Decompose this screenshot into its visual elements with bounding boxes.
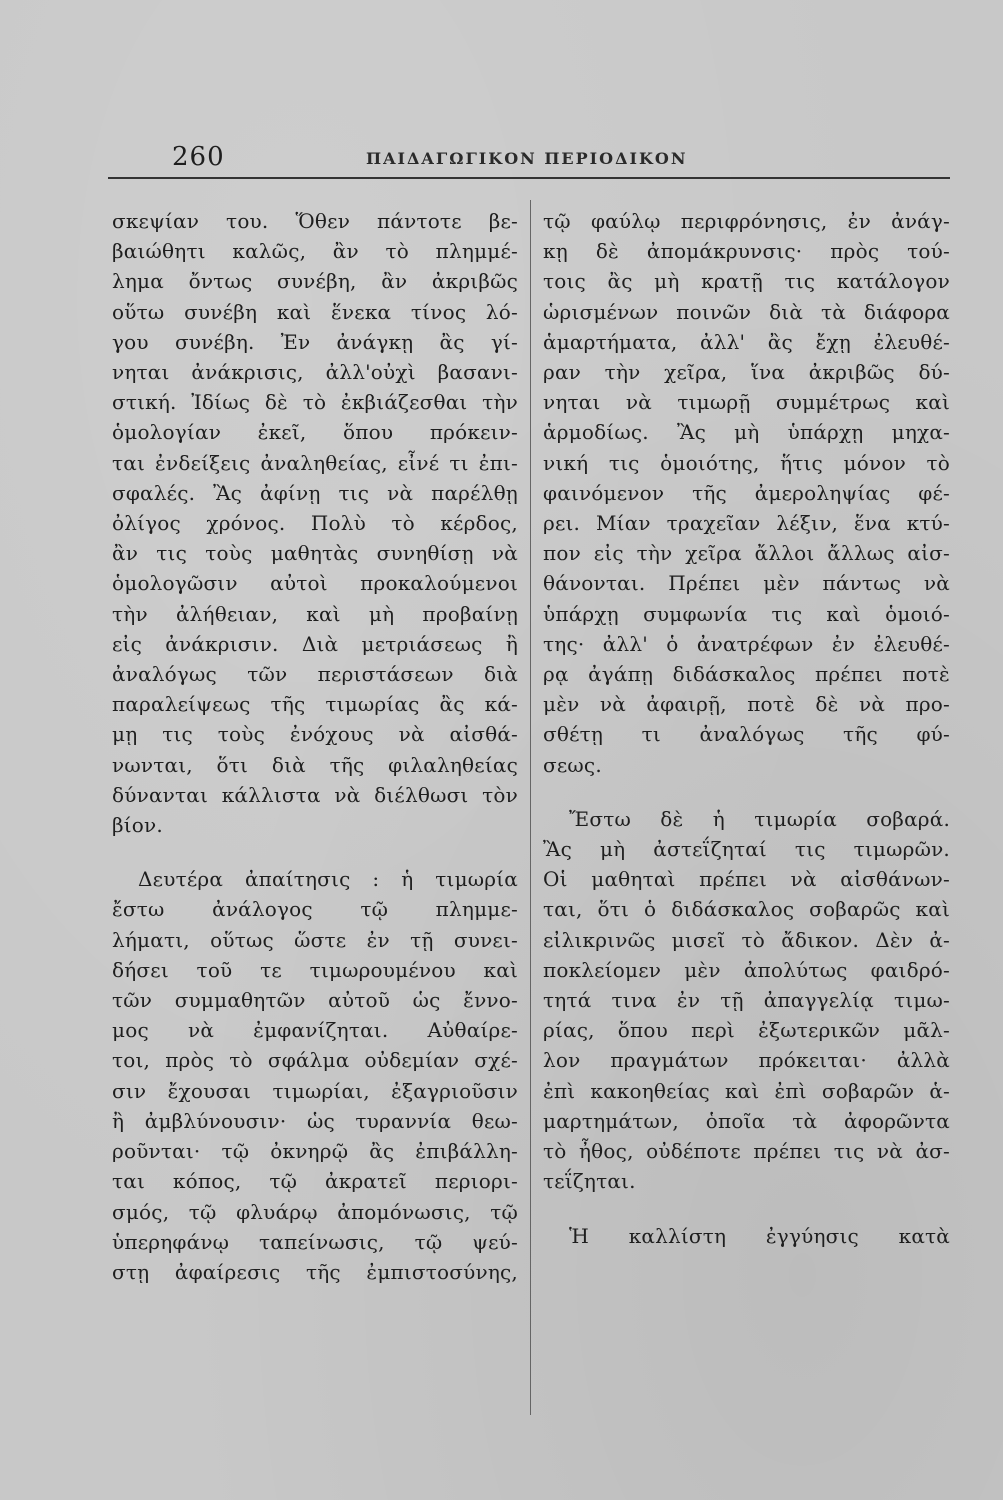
text-line: ἁρμοδίως. Ἂς μὴ ὑπάρχῃ μηχα- <box>543 420 950 445</box>
text-line: εἰς ἀνάκρισιν. Διὰ μετριάσεως ἢ <box>112 631 518 656</box>
text-line: ται, ὅτι ὁ διδάσκαλος σοβαρῶς καὶ <box>543 897 950 922</box>
text-line: βαιώθητι καλῶς, ἂν τὸ πλημμέ- <box>112 239 518 264</box>
text-line: σκεψίαν του. Ὅθεν πάντοτε βε- <box>112 209 518 233</box>
text-line: γου συνέβη. Ἐν ἀνάγκῃ ἂς γί- <box>112 329 518 354</box>
text-line: δήσει τοῦ τε τιμωρουμένου καὶ <box>112 957 518 982</box>
text-line: σιν ἔχουσαι τιμωρίαι, ἐξαγριοῦσιν <box>112 1078 518 1103</box>
column-divider <box>530 200 531 1415</box>
running-head <box>108 140 948 174</box>
right-column <box>543 206 950 1251</box>
text-line: ὁμολογῶσιν αὐτοὶ προκαλούμενοι <box>112 571 518 596</box>
text-line: ρᾳ ἀγάπῃ διδάσκαλος πρέπει ποτὲ <box>543 662 950 687</box>
text-line: σεως. <box>543 752 602 777</box>
text-line: εἰλικρινῶς μισεῖ τὸ ἄδικον. Δὲν ἀ- <box>543 927 950 952</box>
text-line: λημα ὄντως συνέβη, ἂν ἀκριβῶς <box>112 269 518 294</box>
text-line: μῃ τις τοὺς ἐνόχους νὰ αἰσθά- <box>112 722 518 747</box>
text-line: Οἱ μαθηταὶ πρέπει νὰ αἰσθάνων- <box>543 867 950 892</box>
text-line: σμός, τῷ φλυάρῳ ἀπομόνωσις, τῷ <box>112 1199 518 1224</box>
text-line: τοι, πρὸς τὸ σφάλμα οὐδεμίαν σχέ- <box>112 1048 518 1073</box>
text-line: οὕτω συνέβη καὶ ἕνεκα τίνος λό- <box>112 299 518 324</box>
journal-title: ΠΑΙΔΑΓΩΓΙΚΟΝ ΠΕΡΙΟΔΙΚΟΝ <box>366 149 688 168</box>
text-line: παραλείψεως τῆς τιμωρίας ἂς κά- <box>112 692 518 717</box>
text-line: νική τις ὁμοιότης, ἥτις μόνον τὸ <box>543 450 950 475</box>
text-line: στῃ ἀφαίρεσις τῆς ἐμπιστοσύνης, <box>112 1259 518 1284</box>
text-line: λήματι, οὕτως ὥστε ἐν τῇ συνει- <box>112 927 518 952</box>
text-line: ἐπὶ κακοηθείας καὶ ἐπὶ σοβαρῶν ἁ- <box>543 1078 950 1103</box>
paragraph <box>112 864 518 1287</box>
text-line: μὲν νὰ ἀφαιρῇ, ποτὲ δὲ νὰ προ- <box>543 692 950 717</box>
text-line: ἁμαρτήματα, ἀλλ' ἂς ἔχῃ ἐλευθέ- <box>543 329 950 354</box>
text-line: Ἂς μὴ ἀστεΐζηταί τις τιμωρῶν. <box>543 837 950 862</box>
text-line: κῃ δὲ ἀπομάκρυνσις· πρὸς τού- <box>543 239 950 264</box>
text-line: ὁμολογίαν ἐκεῖ, ὅπου πρόκειν- <box>112 420 518 445</box>
text-line: σφαλές. Ἂς ἀφίνῃ τις νὰ παρέλθῃ <box>112 480 518 505</box>
text-line: Ἡ καλλίστη ἐγγύησις κατὰ <box>569 1223 950 1248</box>
paragraph <box>112 206 518 840</box>
text-line: φαινόμενον τῆς ἀμεροληψίας φέ- <box>543 480 950 505</box>
text-line: στική. Ἰδίως δὲ τὸ ἐκβιάζεσθαι τὴν <box>112 390 518 415</box>
page-number: 260 <box>172 142 225 172</box>
left-column <box>112 206 518 1287</box>
text-line: τεΐζηται. <box>543 1169 636 1194</box>
text-line: νωνται, ὅτι διὰ τῆς φιλαληθείας <box>112 752 518 777</box>
text-line: Ἔστω δὲ ἡ τιμωρία σοβαρά. <box>569 806 950 831</box>
text-line: τοις ἂς μὴ κρατῇ τις κατάλογον <box>543 269 950 294</box>
text-line: ὑπάρχῃ συμφωνία τις καὶ ὁμοιό- <box>543 601 950 626</box>
text-line: νηται νὰ τιμωρῇ συμμέτρως καὶ <box>543 390 950 415</box>
text-line: τὴν ἀλήθειαν, καὶ μὴ προβαίνῃ <box>112 601 518 626</box>
text-line: τῷ φαύλῳ περιφρόνησις, ἐν ἀνάγ- <box>543 209 950 233</box>
text-line: τὸ ἦθος, οὐδέποτε πρέπει τις νὰ ἀσ- <box>543 1139 950 1164</box>
text-line: θάνονται. Πρέπει μὲν πάντως νὰ <box>543 571 950 596</box>
text-line: ἀναλόγως τῶν περιστάσεων διὰ <box>112 662 518 687</box>
text-line: λον πραγμάτων πρόκειται· ἀλλὰ <box>543 1048 950 1073</box>
text-line: ρει. Μίαν τραχεῖαν λέξιν, ἕνα κτύ- <box>543 511 950 536</box>
text-line: της· ἀλλ' ὁ ἀνατρέφων ἐν ἐλευθέ- <box>543 631 950 656</box>
text-line: ποκλείομεν μὲν ἀπολύτως φαιδρό- <box>543 957 950 982</box>
text-line: δύνανται κάλλιστα νὰ διέλθωσι τὸν <box>112 782 518 807</box>
text-line: μος νὰ ἐμφανίζηται. Αὐθαίρε- <box>112 1018 518 1043</box>
text-line: τητά τινα ἐν τῇ ἀπαγγελίᾳ τιμω- <box>543 988 950 1013</box>
text-line: νηται ἀνάκρισις, ἀλλ'οὐχὶ βασανι- <box>112 360 518 385</box>
text-line: μαρτημάτων, ὁποῖα τὰ ἀφορῶντα <box>543 1108 950 1133</box>
text-line: ἢ ἀμβλύνουσιν· ὡς τυραννία θεω- <box>112 1108 518 1133</box>
header-rule <box>108 177 950 179</box>
text-line: ρίας, ὅπου περὶ ἐξωτερικῶν μᾶλ- <box>543 1018 950 1043</box>
text-line: Δευτέρα ἀπαίτησις : ἡ τιμωρία <box>138 867 518 892</box>
text-line: σθέτῃ τι ἀναλόγως τῆς φύ- <box>543 722 950 747</box>
text-line: πον εἰς τὴν χεῖρα ἄλλοι ἄλλως αἰσ- <box>543 541 950 566</box>
text-line: τῶν συμμαθητῶν αὐτοῦ ὡς ἔννο- <box>112 988 518 1013</box>
paragraph <box>543 804 950 1197</box>
text-line: βίον. <box>112 813 163 838</box>
text-line: ὑπερηφάνῳ ταπείνωσις, τῷ ψεύ- <box>112 1229 518 1254</box>
text-line: ται κόπος, τῷ ἀκρατεῖ περιορι- <box>112 1169 518 1194</box>
paragraph <box>543 206 950 780</box>
text-line: ἂν τις τοὺς μαθητὰς συνηθίσῃ νὰ <box>112 541 518 566</box>
paragraph <box>543 1221 950 1251</box>
text-line: ραν τὴν χεῖρα, ἵνα ἀκριβῶς δύ- <box>543 360 950 385</box>
text-line: ἔστω ἀνάλογος τῷ πλημμε- <box>112 897 518 922</box>
text-line: ὀλίγος χρόνος. Πολὺ τὸ κέρδος, <box>112 511 518 536</box>
text-line: ται ἐνδείξεις ἀναληθείας, εἶνέ τι ἐπι- <box>112 450 518 475</box>
text-line: ὡρισμένων ποινῶν διὰ τὰ διάφορα <box>543 299 950 324</box>
text-line: ροῦνται· τῷ ὀκνηρῷ ἂς ἐπιβάλλη- <box>112 1139 518 1164</box>
